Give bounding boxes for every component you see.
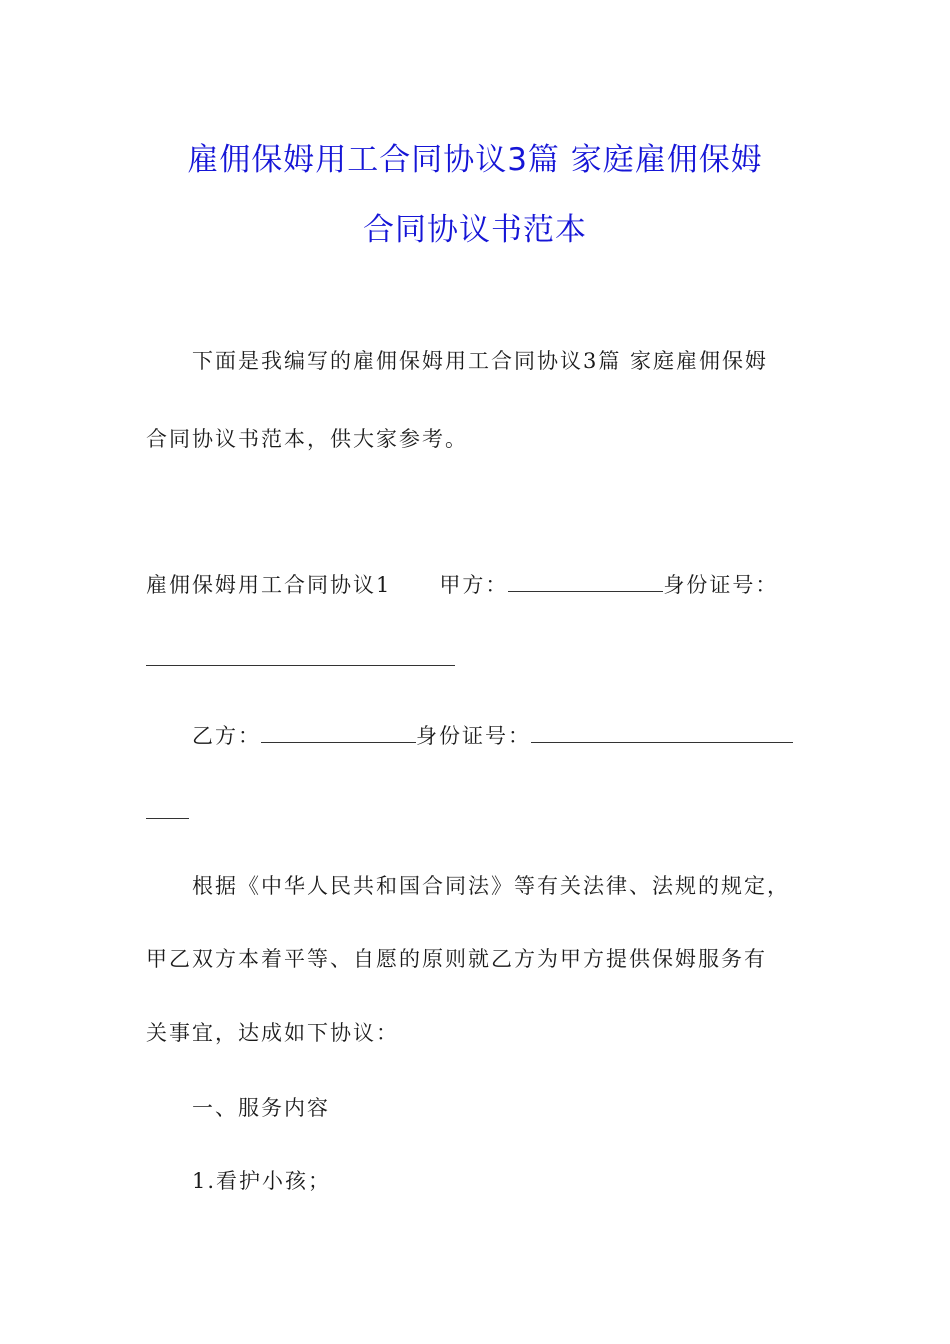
party-a-id-label: 身份证号： [663,573,779,597]
party-b-label: 乙方： [192,724,261,748]
party-b-id-blank[interactable] [531,720,793,743]
party-b-row [192,720,793,751]
list-item: 1.看护小孩； [192,1169,332,1193]
intro-line-1: 下面是我编写的雇佣保姆用工合同协议3篇 家庭雇佣保姆 [192,349,769,373]
party-b-id-label: 身份证号： [416,724,531,748]
party-b-id-blank-continued [146,818,189,819]
section-heading: 一、服务内容 [192,1096,330,1120]
document-title-line-1: 雇佣保姆用工合同协议3篇 家庭雇佣保姆 [187,142,763,178]
party-a-id-blank[interactable] [146,665,455,666]
preamble-line-2: 甲乙双方本着平等、自愿的原则就乙方为甲方提供保姆服务有 [146,947,767,971]
preamble-line-1: 根据《中华人民共和国合同法》等有关法律、法规的规定， [192,874,790,898]
intro-line-2: 合同协议书范本，供大家参考。 [146,427,468,451]
contract-heading: 雇佣保姆用工合同协议1 [146,573,392,597]
party-b-blank[interactable] [261,720,416,743]
party-a-label: 甲方： [439,573,509,597]
party-a-blank[interactable] [508,569,663,592]
document-title-line-2: 合同协议书范本 [363,212,587,248]
party-a-row [146,569,778,600]
preamble-line-3: 关事宜，达成如下协议： [146,1021,399,1045]
